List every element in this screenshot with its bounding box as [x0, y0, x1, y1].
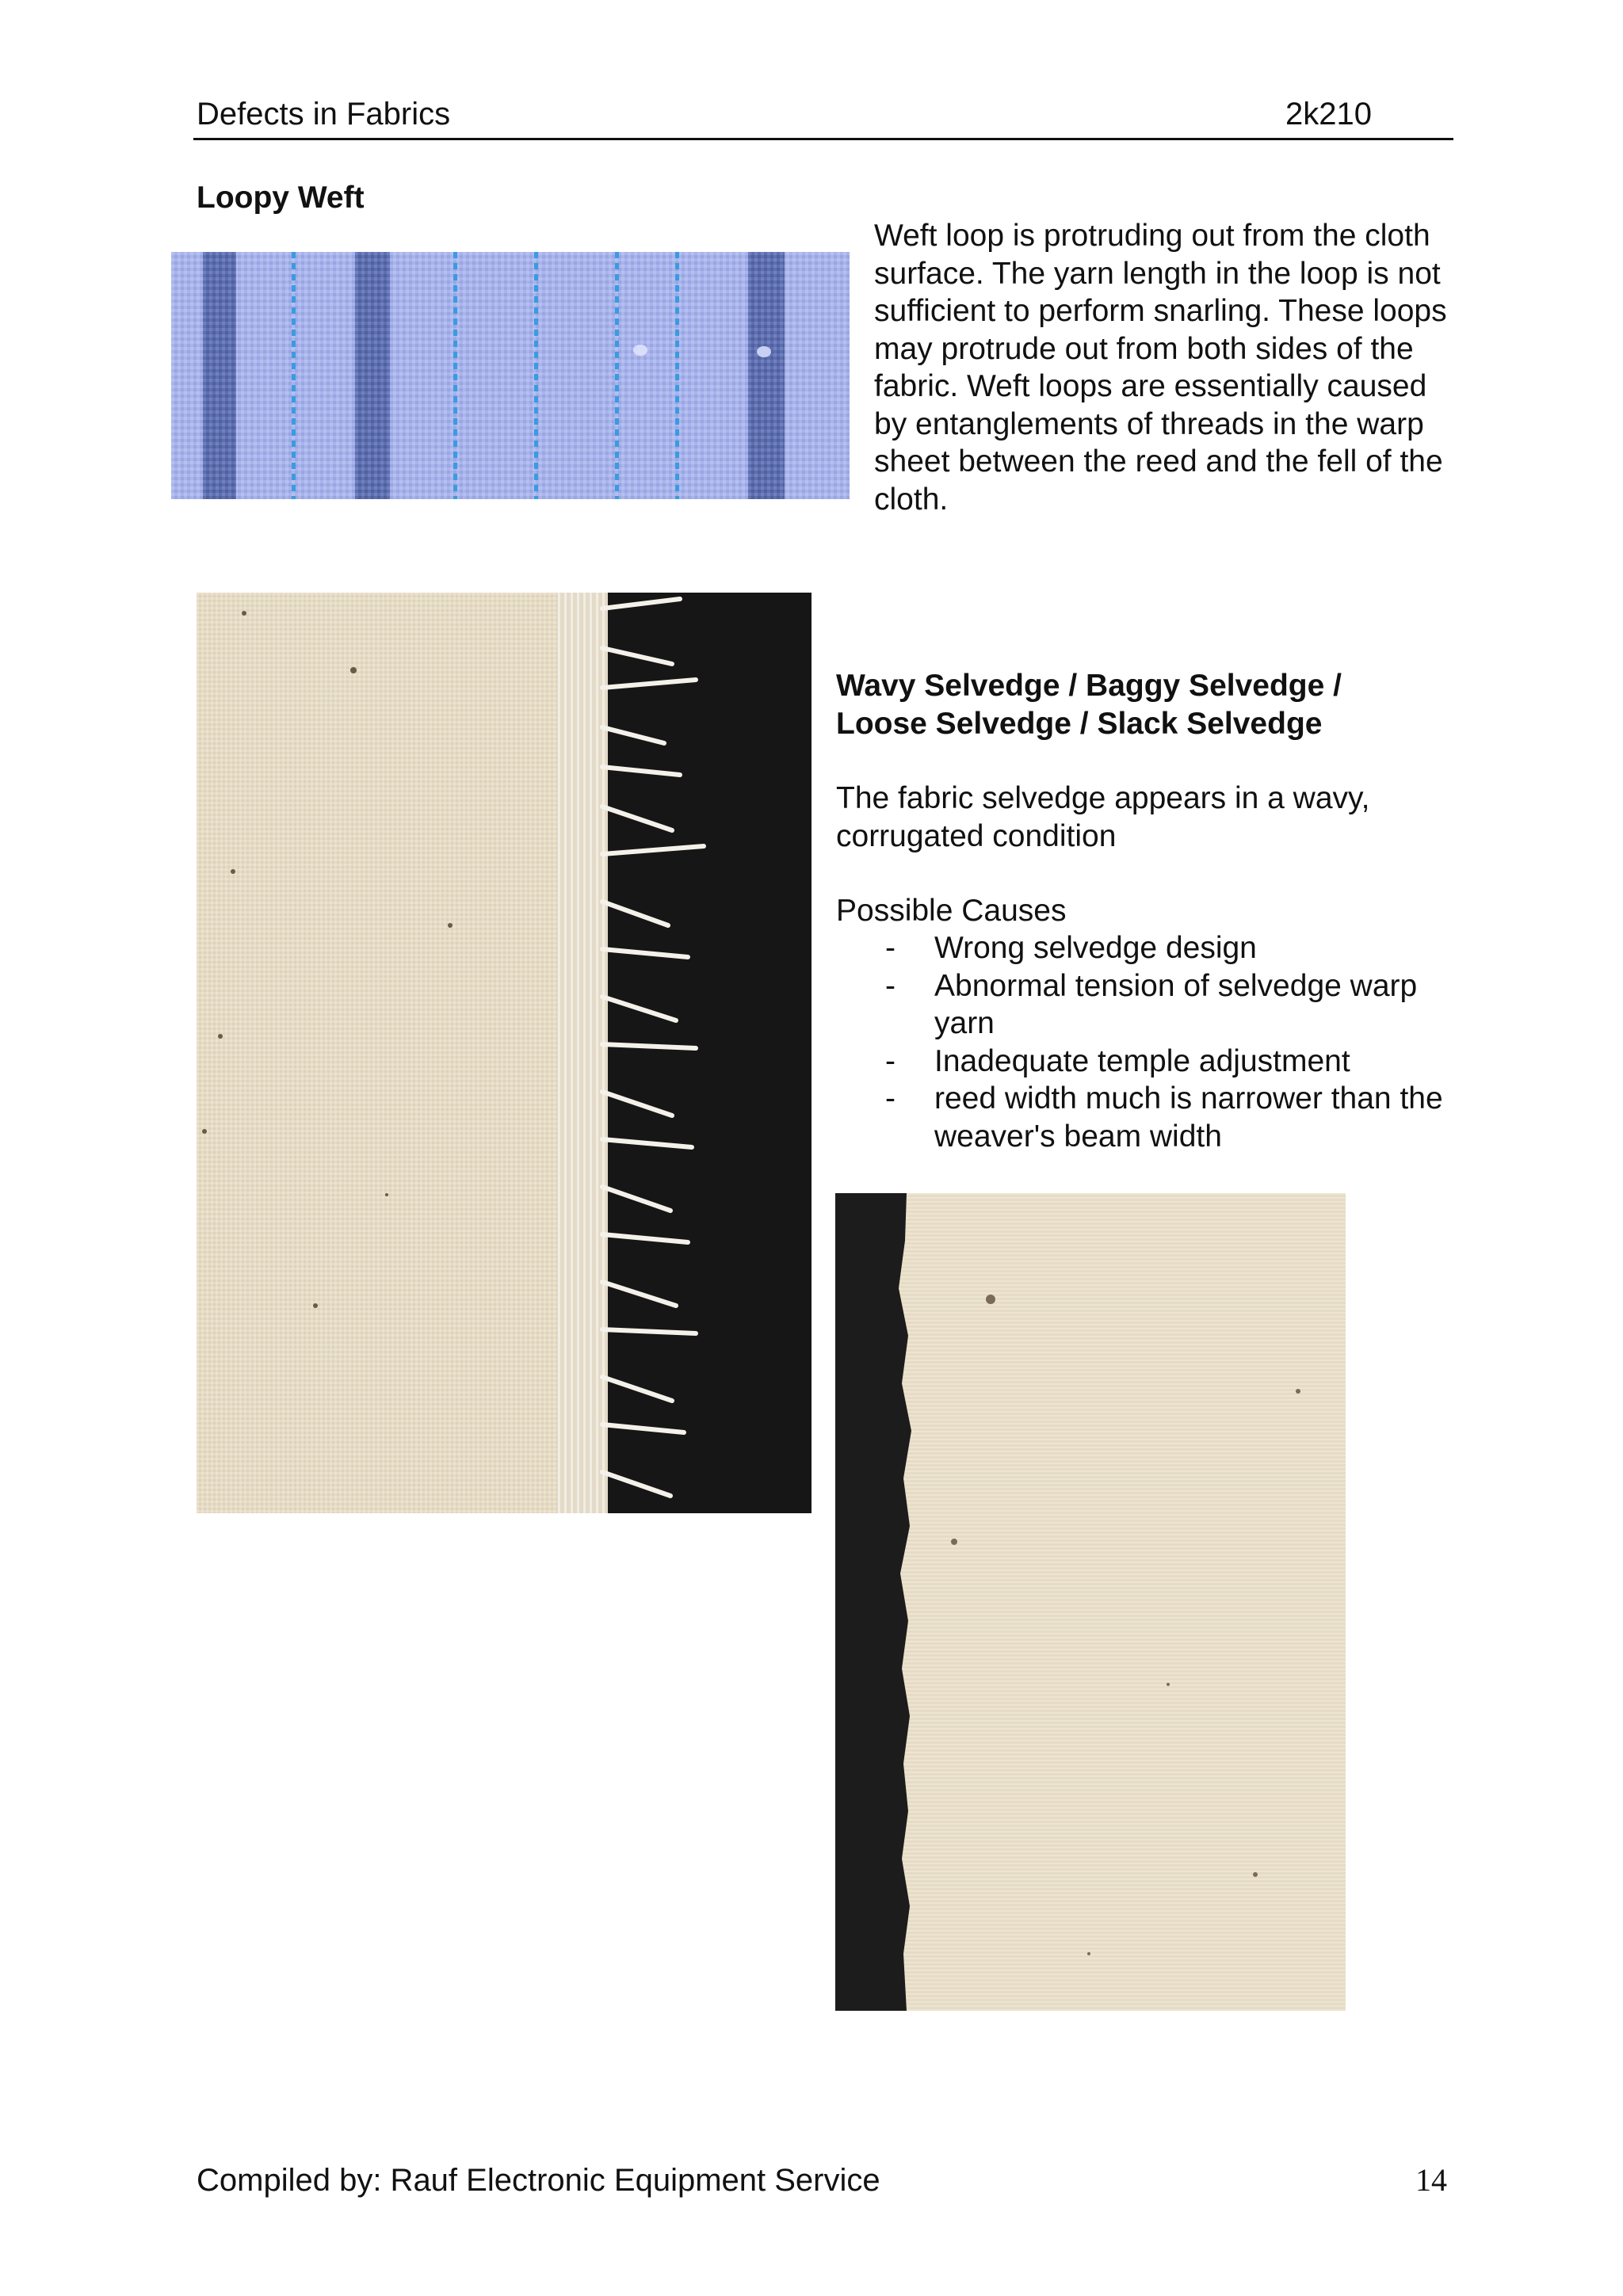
list-item: - Inadequate temple adjustment [836, 1043, 1462, 1081]
fringed-selvedge-fabric-image [197, 593, 812, 1513]
loopy-weft-fabric-image [171, 252, 850, 499]
wavy-selvedge-fabric-image [835, 1193, 1346, 2011]
bullet-dash: - [885, 931, 896, 965]
selvedge-heading-line2: Loose Selvedge / Slack Selvedge [836, 706, 1323, 741]
list-item: - Wrong selvedge design [836, 929, 1462, 967]
selvedge-heading-line1: Wavy Selvedge / Baggy Selvedge / [836, 669, 1342, 703]
page-number: 14 [1415, 2162, 1447, 2198]
header-code: 2k210 [1285, 97, 1372, 132]
header-title: Defects in Fabrics [197, 97, 451, 132]
footer-compiled-by: Compiled by: Rauf Electronic Equipment Service [197, 2163, 880, 2198]
list-item: - Abnormal tension of selvedge warp yarn [885, 968, 1418, 1040]
selvedge-description: The fabric selvedge appears in a wavy, corrugated condition [836, 781, 1370, 853]
header-rule [193, 138, 1453, 140]
bullet-dash: - [885, 1043, 896, 1078]
bullet-dash: - [885, 1081, 896, 1116]
loopy-weft-heading: Loopy Weft [197, 181, 365, 215]
list-item: - reed width much is narrower than the weaver's beam width [885, 1081, 1443, 1154]
selvedge-heading [836, 667, 1470, 742]
possible-causes-title: Possible Causes [836, 894, 1067, 928]
bullet-dash: - [885, 968, 896, 1003]
possible-causes-list [836, 929, 1462, 1155]
loopy-weft-description: Weft loop is protruding out from the cloth surface. The yarn length in the loop is not sufficient to perform snarling. These loops may protrude out from both sides of the fabric. Weft loops are essentially caused by entanglements of threads in the warp sheet between the reed and the fell of the cloth. [874, 219, 1447, 517]
